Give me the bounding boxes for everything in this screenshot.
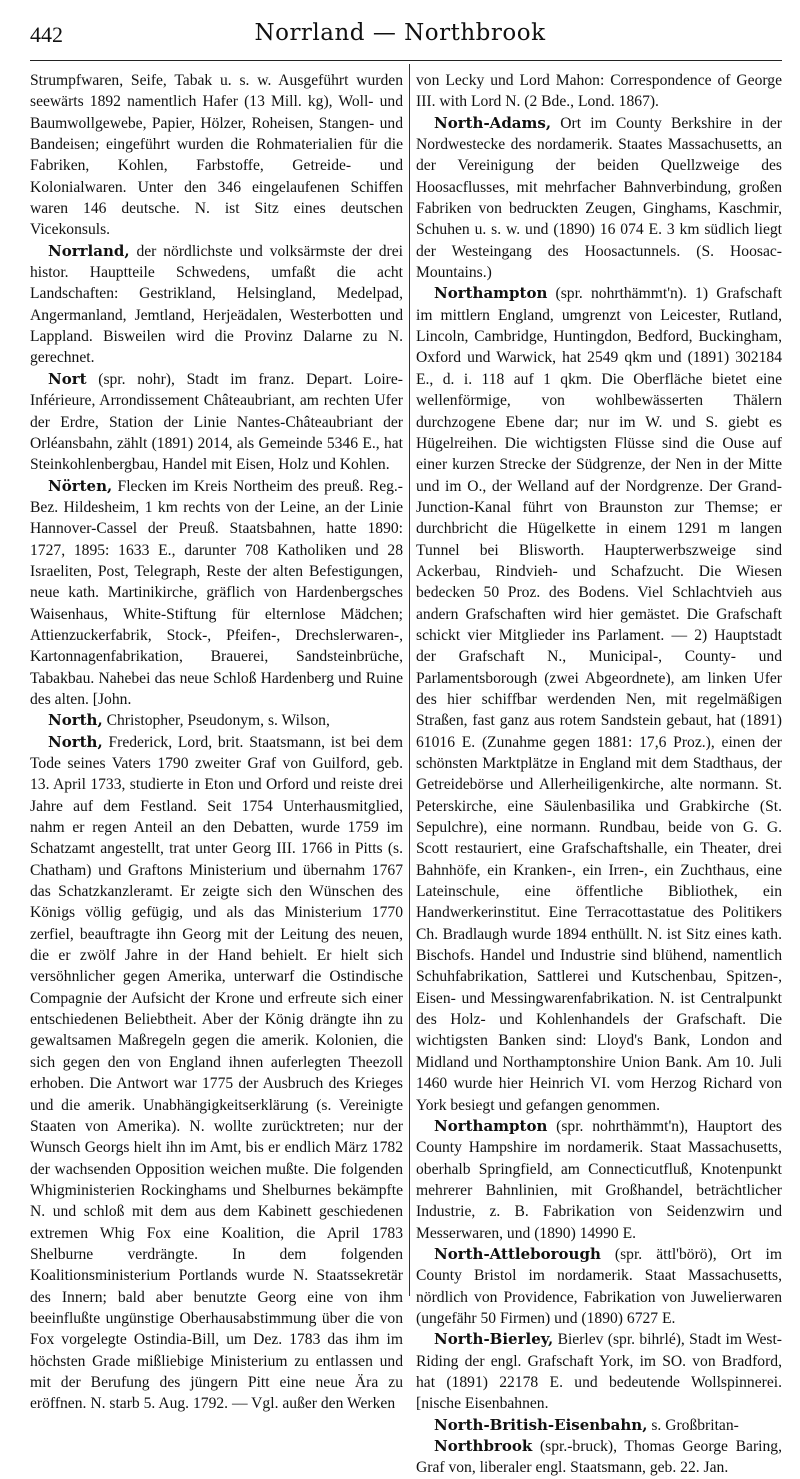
entry-headword: Norrland, [48, 241, 130, 260]
entry-text: Ort im County Berkshire in der Nordwestecke des nordamerik. Staates Massachusetts, an der Vereinigung der beiden Quellzweige des Hoosacflusses, mit mehrfacher Bahnverbindung, großen Fabriken von bedruckten Zeugen, Ginghams, Kaschmir, Schuhen u. s. w. und (1890) 16 074 E. 3 km südlich liegt der Westeingang des Hoosactunnels. (S. Hoosac-Mountains.) [416, 114, 782, 282]
entry-text: Flecken im Kreis Northeim des preuß. Reg.-Bez. Hildesheim, 1 km rechts von der Leine, an der Linie Hannover-Cassel der Preuß. Staatsbahnen, hatte 1890: 1727, 1895: 1633 E., darunter 708 Katholiken und 28 Israeliten, Post, Telegraph, Reste der alten Befestigungen, neue kath. Martinikirche, gräflich von Hardenbergsches Waisenhaus, White-Stiftung für elternlose Mädchen; Attienzuckerfabrik, Stock-, Pfeifen-, Drechslerwaren-, Kartonnagenfabrikation, Brauerei, Sandsteinbrüche, Tabakbau. Nahebei das neue Schloß Hardenberg und Ruine des alten. [John. [30, 477, 404, 708]
dictionary-entry [30, 70, 403, 241]
entry-headword: North-British-Eisenbahn, [434, 1415, 648, 1434]
entry-headword: North, [48, 711, 103, 730]
entry-text: von Lecky und Lord Mahon: Correspondence of George III. with Lord N. (2 Bde., Lond. 1867). [416, 72, 782, 111]
entry-headword: Northampton [434, 284, 548, 303]
entry-text: (spr. nohr), Stadt im franz. Depart. Loire-Inférieure, Arrondissement Châteaubriant, am rechten Ufer der Erdre, Station der Linie Nantes-Châteaubriant der Orléansbahn, zählt (1891) 2014, als Gemeinde 5346 E., hat Steinkohlenbergbau, Handel mit Eisen, Holz und Kohlen. [30, 370, 403, 474]
page-header [0, 14, 800, 54]
column-divider [409, 64, 410, 1296]
dictionary-entry [30, 710, 403, 731]
header-rule [30, 60, 782, 61]
entry-headword: Nort [48, 369, 87, 388]
right-column [416, 70, 782, 1477]
entry-text: Frederick, Lord, brit. Staatsmann, ist bei dem Tode seines Vaters 1790 zweiter Graf von Guilford, geb. 13. April 1733, studierte in Eton und Orford und reiste drei Jahre auf dem Festland. Seit 1754 Unterhausmitglied, nahm er regen Anteil an den Debatten, wurde 1759 im Schatzamt angestellt, trat unter Georg III. 1766 in Pitts (s. Chatham) und Graftons Ministerium und übernahm 1767 das Schatzkanzleramt. Er zeigte sich den Wünschen des Königs völlig gefügig, und als das Ministerium 1770 zerfiel, beauftragte ihn Georg mit der Leitung des neuen, die er zwölf Jahre in der Hand behielt. Er hielt sich versöhnlicher gegen Amerika, unterwarf die Ostindische Compagnie der Aufsicht der Krone und erfreute sich einer entschiedenen Beliebtheit. Aber der König drängte ihn zu gewaltsamen Maßregeln gegen die amerik. Kolonien, die sich gegen den von England ihnen auferlegten Theezoll erhoben. Die Antwort war 1775 der Ausbruch des Krieges und die amerik. Unabhängigkeitserklärung (s. Vereinigte Staaten von Amerika). N. wollte zurücktreten; nur der Wunsch Georgs hielt ihn im Amt, bis er endlich März 1782 der wachsenden Opposition weichen mußte. Die folgenden Whigministerien Rockinghams und Shelburnes bekämpfte N. und schloß mit dem aus dem Kabinett geschiedenen extremen Whig Fox eine Koalition, die April 1783 Shelburne verdrängte. In dem folgenden Koalitionsministerium Portlands wurde N. Staatssekretär des Innern; bald aber benutzte Georg eine von ihm beeinflußte ungünstige Oberhausabstimmung über die von Fox vorgelegte Ostindia-Bill, um Dez. 1783 das ihm im höchsten Grade mißliebige Ministerium zu entlassen und mit der Berufung des jüngern Pitt eine neue Ära zu eröffnen. N. starb 5. Aug. 1792. — Vgl. außer den Werken [30, 733, 403, 1413]
entry-text: Bierlev (spr. bihrlé), Stadt im West-Riding der engl. Grafschaft York, im SO. von Bradford, hat (1891) 22178 E. und bedeutende Wollspinnerei. [nische Eisenbahnen. [416, 1331, 782, 1413]
dictionary-entry [30, 476, 403, 711]
entry-text: (spr. nohrthämmt'n). 1) Grafschaft im mittlern England, umgrenzt von Leicester, Rutland, Lincoln, Cambridge, Huntingdon, Bedford, Buckingham, Oxford und Warwick, hat 2549 qkm und (1891) 302184 E., d. i. 118 auf 1 qkm. Die Oberfläche bietet eine wellenförmige, von wohlbewässerten Thälern durchzogene Ebene dar; nur im W. und S. giebt es Hügelreihen. Die wichtigsten Flüsse sind die Ouse auf einer kurzen Strecke der Südgrenze, der Nen in der Mitte und im O., der Welland auf der Nordgrenze. Der Grand-Junction-Kanal führt von Braunston zur Themse; er durchbricht die Hügelkette in einem 1291 m langen Tunnel bei Blisworth. Haupterwerbszweige sind Ackerbau, Rindvieh- und Schafzucht. Die Wiesen bedecken 50 Proz. des Bodens. Viel Schlachtvieh aus andern Grafschaften wird hier gemästet. Die Grafschaft schickt vier Mitglieder ins Parlament. — 2) Hauptstadt der Grafschaft N., Municipal-, County- und Parlamentsborough (zwei Abgeordnete), am linken Ufer des hier schiffbar werdenden Nen, mit regelmäßigen Straßen, fast ganz aus rotem Sandstein gebaut, hat (1891) 61016 E. (Zunahme gegen 1881: 17,6 Proz.), einen der schönsten Marktplätze in England mit dem Stadthaus, der Getreidebörse und Allerheiligenkirche, alte normann. St. Peterskirche, eine Säulenbasilika und Grabkirche (St. Sepulchre), eine normann. Rundbau, beide von G. G. Scott restauriert, eine Grafschaftshalle, ein Theater, drei Bahnhöfe, ein Kranken-, ein Irren-, ein Zuchthaus, eine Lateinschule, eine öffentliche Bibliothek, ein Handwerkerinstitut. Eine Terracottastatue des Politikers Ch. Bradlaugh wurde 1894 enthüllt. N. ist Sitz eines kath. Bischofs. Handel und Industrie sind blühend, namentlich Schuhfabrikation, Sattlerei und Kutschenbau, Spitzen-, Eisen- und Messingwarenfabrikation. N. ist Centralpunkt des Holz- und Kohlenhandels der Grafschaft. Die wichtigsten Banken sind: Lloyd's Bank, London and Midland und Northamptonshire Union Bank. Am 10. Juli 1460 wurde hier Heinrich VI. vom Herzog Richard von York besiegt und gefangen genommen. [416, 285, 782, 1114]
entry-text: (spr. nohrthämmt'n), Hauptort des County Hampshire im nordamerik. Staat Massachusetts, oberhalb Springfield, am Connecticutfluß, Knotenpunkt mehrerer Bahnlinien, mit Großhandel, beträchtlicher Industrie, z. B. Fabrikation von Seidenzwirn und Messerwaren, und (1890) 14990 E. [416, 1117, 782, 1242]
entry-text: Strumpfwaren, Seife, Tabak u. s. w. Ausgeführt wurden seewärts 1892 namentlich Hafer (13 Mill. kg), Woll- und Baumwollgewebe, Papier, Hölzer, Roheisen, Stangen- und Bandeisen; eingeführt wurden die Rohmaterialien für die Fabriken, Kohlen, Farbstoffe, Getreide- und Kolonialwaren. Unter den 346 eingelaufenen Schiffen waren 146 deutsche. N. ist Sitz eines deutschen Vicekonsuls. [30, 72, 403, 239]
running-title: Norrland — Northbrook [254, 20, 546, 46]
page-number: 442 [30, 22, 63, 47]
dictionary-entry [416, 1436, 782, 1479]
dictionary-entry [30, 732, 403, 1415]
entry-headword: North-Attleborough [434, 1244, 601, 1263]
dictionary-entry [416, 1415, 782, 1436]
dictionary-entry [416, 1244, 782, 1329]
dictionary-entry [416, 70, 782, 113]
entry-headword: North-Adams, [434, 113, 552, 132]
dictionary-entry [30, 241, 403, 369]
entry-headword: North, [48, 732, 103, 751]
entry-text: der nördlichste und volksärmste der drei histor. Hauptteile Schwedens, umfaßt die acht Landschaften: Gestrikland, Helsingland, Medelpad, Angermanland, Jemtland, Herjeädalen, Westerbotten und Lappland. Bisweilen wird die Provinz Dalarne zu N. gerechnet. [30, 242, 403, 367]
dictionary-entry [416, 1329, 782, 1414]
entry-text: Christopher, Pseudonym, s. Wilson, [106, 712, 330, 730]
entry-text: (spr. ättl'börö), Ort im County Bristol im nordamerik. Staat Massachusetts, nördlich von Providence, Fabrikation von Juwelierwaren (ungefähr 50 Firmen) und (1890) 6727 E. [416, 1245, 782, 1327]
dictionary-entry [416, 1116, 782, 1244]
entry-headword: Northbrook [434, 1437, 533, 1455]
entry-headword: North-Bierley, [434, 1330, 554, 1349]
entry-text: (spr.-bruck), Thomas George Baring, Graf von, liberaler engl. Staatsmann, geb. 22. Jan. [416, 1438, 782, 1477]
entry-headword: Nörten, [48, 476, 113, 495]
dictionary-entry [416, 113, 782, 284]
dictionary-entry [30, 369, 403, 476]
entry-text: s. Großbritan- [651, 1416, 739, 1434]
left-column [30, 70, 404, 1413]
entry-headword: Northampton [434, 1116, 548, 1135]
dictionary-entry [416, 283, 782, 1115]
